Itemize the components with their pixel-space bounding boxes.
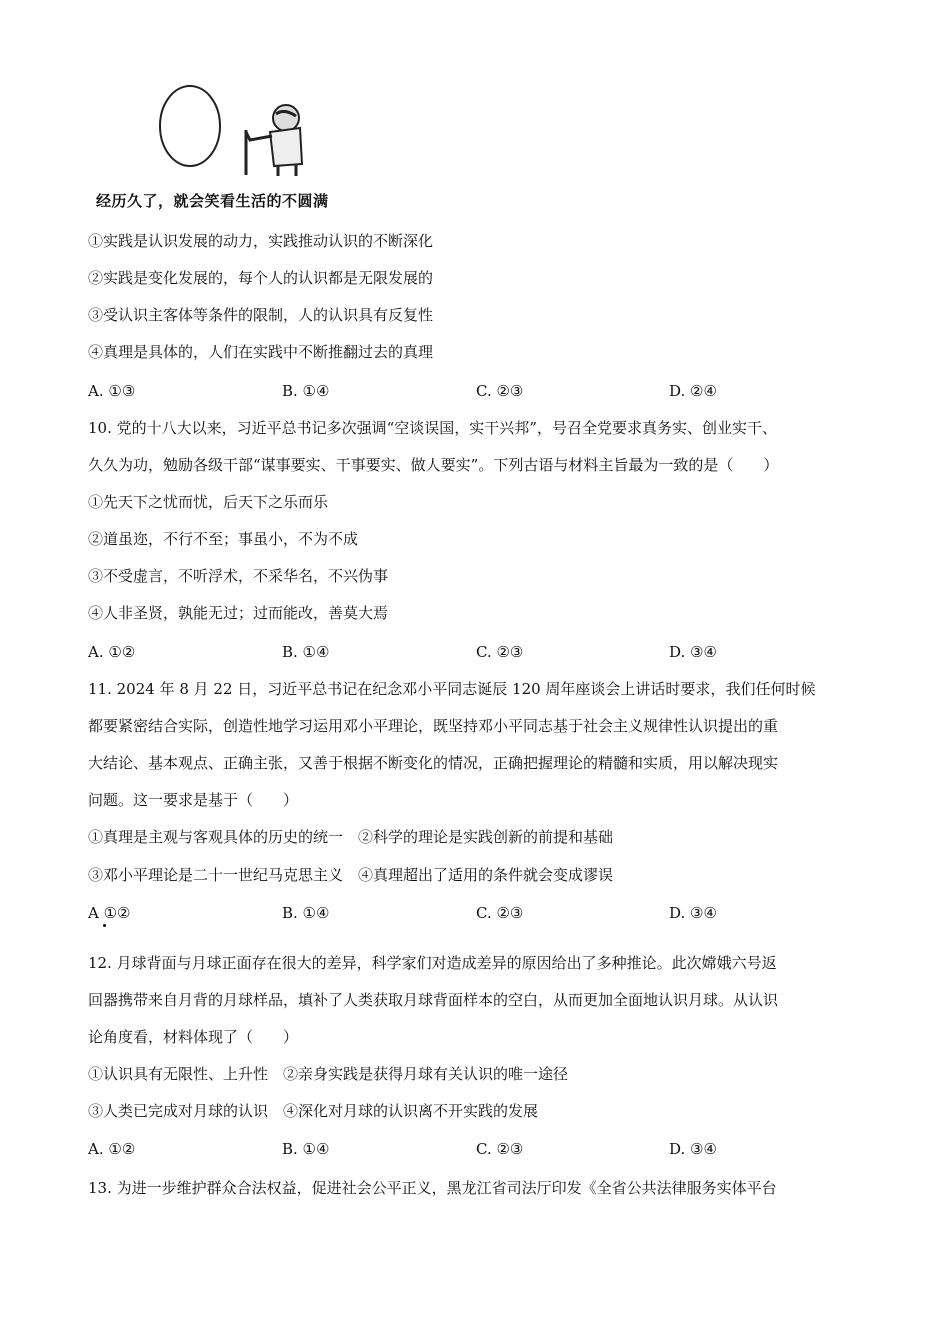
q10-option-a[interactable]: A. ①②: [88, 643, 136, 661]
q12-option-d[interactable]: D. ③④: [669, 1140, 717, 1158]
q9-option-c[interactable]: C. ②③: [476, 382, 524, 400]
q11-option-c[interactable]: C. ②③: [476, 904, 524, 922]
q10-stem-line-2: 久久为功，勉励各级干部“谋事要实、干事要实、做人要实”。下列古语与材料主旨最为一致的是（ ）: [88, 456, 779, 474]
q11-stem-line-2: 都要紧密结合实际，创造性地学习运用邓小平理论，既坚持邓小平同志基于社会主义规律性认识提出的重: [88, 717, 779, 735]
stray-dot-mark: [103, 924, 106, 927]
q11-option-d[interactable]: D. ③④: [669, 904, 717, 922]
q12-option-b[interactable]: B. ①④: [282, 1140, 330, 1158]
cartoon-figure: [150, 80, 320, 180]
q11-items-row-2: ③邓小平理论是二十一世纪马克思主义 ④真理超出了适用的条件就会变成谬误: [88, 866, 614, 884]
q10-item-1: ①先天下之忧而忧，后天下之乐而乐: [88, 493, 329, 511]
q9-option-b[interactable]: B. ①④: [282, 382, 330, 400]
q12-items-row-2: ③人类已完成对月球的认识 ④深化对月球的认识离不开实践的发展: [88, 1102, 539, 1120]
q11-option-b[interactable]: B. ①④: [282, 904, 330, 922]
q11-stem-line-1: 11. 2024 年 8 月 22 日，习近平总书记在纪念邓小平同志诞辰 120 周年座谈会上讲话时要求，我们任何时候: [88, 680, 816, 698]
q9-item-4: ④真理是具体的，人们在实践中不断推翻过去的真理: [88, 343, 434, 361]
q10-option-c[interactable]: C. ②③: [476, 643, 524, 661]
q9-option-a[interactable]: A. ①③: [88, 382, 136, 400]
q10-item-4: ④人非圣贤，孰能无过；过而能改，善莫大焉: [88, 604, 389, 622]
q9-item-2: ②实践是变化发展的，每个人的认识都是无限发展的: [88, 269, 434, 287]
figure-caption: 经历久了，就会笑看生活的不圆满: [96, 192, 329, 210]
q13-stem-line-1: 13. 为进一步维护群众合法权益，促进社会公平正义，黑龙江省司法厅印发《全省公共法律服务实体平台: [88, 1179, 777, 1197]
old-man-icon: [246, 105, 302, 176]
q10-item-2: ②道虽迩，不行不至；事虽小，不为不成: [88, 530, 359, 548]
q12-stem-line-1: 12. 月球背面与月球正面存在很大的差异，科学家们对造成差异的原因给出了多种推论。此次嫦娥六号返: [88, 954, 777, 972]
q10-stem-line-1: 10. 党的十八大以来，习近平总书记多次强调“空谈误国，实干兴邦”，号召全党要求真务实、创业实干、: [88, 419, 777, 437]
q12-stem-line-3: 论角度看，材料体现了（ ）: [88, 1028, 299, 1046]
q12-option-a[interactable]: A. ①②: [88, 1140, 136, 1158]
q12-items-row-1: ①认识具有无限性、上升性 ②亲身实践是获得月球有关认识的唯一途径: [88, 1065, 569, 1083]
q9-option-d[interactable]: D. ②④: [669, 382, 717, 400]
q9-item-1: ①实践是认识发展的动力，实践推动认识的不断深化: [88, 232, 434, 250]
q12-option-c[interactable]: C. ②③: [476, 1140, 524, 1158]
q11-option-a[interactable]: A ①②: [88, 904, 131, 922]
q12-stem-line-2: 回器携带来自月背的月球样品，填补了人类获取月球背面样本的空白，从而更加全面地认识月球。从认识: [88, 991, 779, 1009]
q9-item-3: ③受认识主客体等条件的限制，人的认识具有反复性: [88, 306, 434, 324]
circle-drawing: [160, 86, 220, 166]
q10-option-b[interactable]: B. ①④: [282, 643, 330, 661]
q11-stem-line-3: 大结论、基本观点、正确主张，又善于根据不断变化的情况，正确把握理论的精髓和实质，用以解决现实: [88, 754, 779, 772]
q11-items-row-1: ①真理是主观与客观具体的历史的统一 ②科学的理论是实践创新的前提和基础: [88, 828, 614, 846]
q11-stem-line-4: 问题。这一要求是基于（ ）: [88, 791, 299, 809]
q10-option-d[interactable]: D. ③④: [669, 643, 717, 661]
q10-item-3: ③不受虚言，不听浮术，不采华名，不兴伪事: [88, 567, 389, 585]
